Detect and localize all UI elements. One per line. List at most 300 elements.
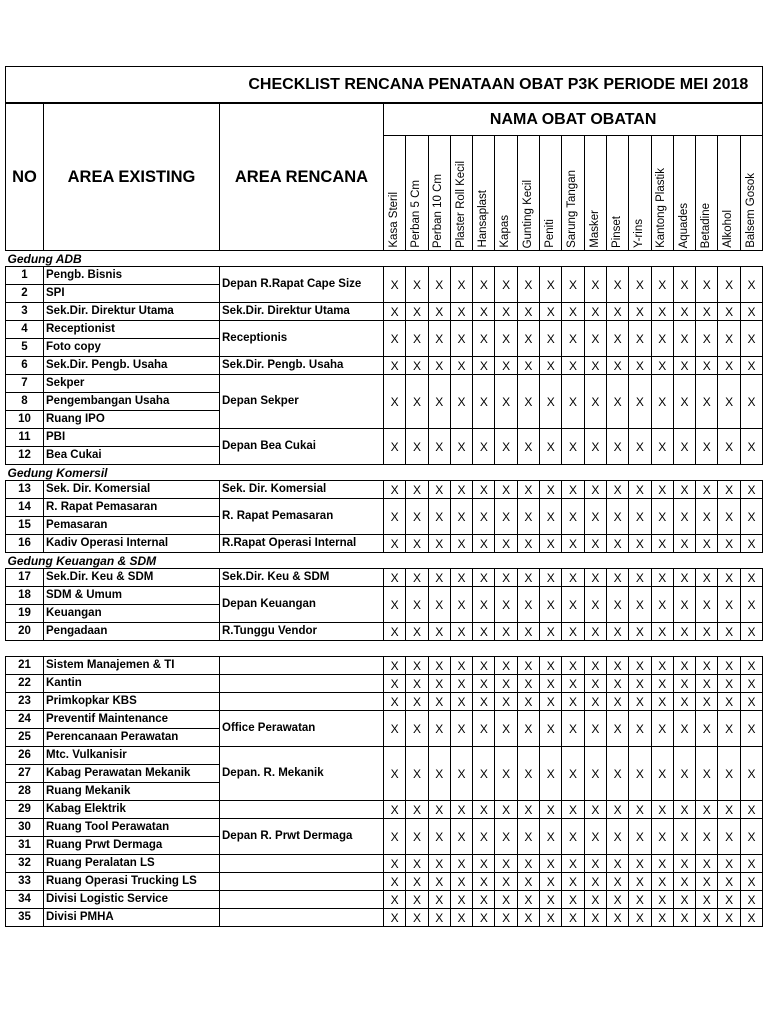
check-mark-cell: X [651, 657, 673, 675]
check-mark-cell: X [495, 535, 517, 553]
check-mark-cell: X [384, 747, 406, 801]
medicine-header [473, 136, 495, 251]
row-number: 22 [6, 675, 44, 693]
check-mark-cell: X [696, 675, 718, 693]
area-rencana-cell: Depan R.Rapat Cape Size [220, 267, 384, 303]
check-mark-cell: X [384, 909, 406, 927]
check-mark-cell: X [718, 657, 740, 675]
check-mark-cell: X [696, 569, 718, 587]
check-mark-cell: X [562, 321, 584, 357]
row-number: 2 [6, 285, 44, 303]
check-mark-cell: X [540, 623, 562, 641]
check-mark-cell: X [428, 801, 450, 819]
check-mark-cell: X [673, 535, 695, 553]
check-mark-cell: X [517, 321, 539, 357]
row-number: 7 [6, 375, 44, 393]
check-mark-cell: X [629, 909, 651, 927]
area-existing-cell: Pemasaran [44, 517, 220, 535]
area-existing-cell: Divisi PMHA [44, 909, 220, 927]
section-row [6, 251, 763, 267]
check-mark-cell: X [384, 569, 406, 587]
check-mark-cell: X [473, 747, 495, 801]
check-mark-cell: X [651, 747, 673, 801]
check-mark-cell: X [473, 303, 495, 321]
check-mark-cell: X [384, 855, 406, 873]
check-mark-cell: X [450, 747, 472, 801]
check-mark-cell: X [673, 855, 695, 873]
check-mark-cell: X [540, 711, 562, 747]
check-mark-cell: X [406, 623, 428, 641]
check-mark-cell: X [450, 623, 472, 641]
check-mark-cell: X [473, 819, 495, 855]
medicine-header [606, 136, 628, 251]
area-existing-cell: Receptionist [44, 321, 220, 339]
check-mark-cell: X [740, 623, 763, 641]
check-mark-cell: X [673, 429, 695, 465]
check-mark-cell: X [740, 819, 763, 855]
check-mark-cell: X [562, 535, 584, 553]
check-mark-cell: X [428, 711, 450, 747]
check-mark-cell: X [673, 321, 695, 357]
medicine-label: Kasa Steril [387, 192, 400, 248]
check-mark-cell: X [718, 675, 740, 693]
row-number: 29 [6, 801, 44, 819]
check-mark-cell: X [651, 481, 673, 499]
table-row [6, 873, 763, 891]
check-mark-cell: X [584, 303, 606, 321]
check-mark-cell: X [428, 587, 450, 623]
check-mark-cell: X [606, 569, 628, 587]
medicine-label: Pinset [610, 216, 623, 248]
table-row [6, 357, 763, 375]
header-area-existing: AREA EXISTING [44, 103, 220, 251]
area-existing-cell: Ruang Tool Perawatan [44, 819, 220, 837]
check-mark-cell: X [473, 587, 495, 623]
area-existing-cell: Ruang Prwt Dermaga [44, 837, 220, 855]
check-mark-cell: X [696, 375, 718, 429]
check-mark-cell: X [651, 357, 673, 375]
check-mark-cell: X [606, 693, 628, 711]
check-mark-cell: X [696, 711, 718, 747]
check-mark-cell: X [718, 499, 740, 535]
area-existing-cell: Sekper [44, 375, 220, 393]
check-mark-cell: X [540, 481, 562, 499]
check-mark-cell: X [673, 909, 695, 927]
area-existing-cell: SDM & Umum [44, 587, 220, 605]
section-row [6, 641, 763, 657]
check-mark-cell: X [406, 429, 428, 465]
table-row [6, 303, 763, 321]
check-mark-cell: X [428, 819, 450, 855]
section-row [6, 465, 763, 481]
check-mark-cell: X [517, 535, 539, 553]
area-rencana-cell: Depan Sekper [220, 375, 384, 429]
check-mark-cell: X [696, 657, 718, 675]
check-mark-cell: X [384, 891, 406, 909]
medicine-header [584, 136, 606, 251]
check-mark-cell: X [629, 267, 651, 303]
table-row [6, 693, 763, 711]
check-mark-cell: X [406, 891, 428, 909]
check-mark-cell: X [696, 499, 718, 535]
section-title [6, 641, 763, 657]
check-mark-cell: X [740, 357, 763, 375]
check-mark-cell: X [562, 675, 584, 693]
check-mark-cell: X [495, 623, 517, 641]
check-mark-cell: X [629, 873, 651, 891]
check-mark-cell: X [651, 801, 673, 819]
check-mark-cell: X [562, 873, 584, 891]
check-mark-cell: X [651, 267, 673, 303]
check-mark-cell: X [606, 675, 628, 693]
check-mark-cell: X [495, 675, 517, 693]
check-mark-cell: X [495, 855, 517, 873]
check-mark-cell: X [718, 747, 740, 801]
medicine-label: Y-rins [633, 219, 646, 248]
check-mark-cell: X [629, 375, 651, 429]
check-mark-cell: X [696, 747, 718, 801]
check-mark-cell: X [428, 891, 450, 909]
check-mark-cell: X [696, 587, 718, 623]
check-mark-cell: X [517, 481, 539, 499]
check-mark-cell: X [562, 587, 584, 623]
check-mark-cell: X [540, 535, 562, 553]
row-number: 28 [6, 783, 44, 801]
check-mark-cell: X [540, 321, 562, 357]
area-existing-cell: Ruang IPO [44, 411, 220, 429]
check-mark-cell: X [540, 587, 562, 623]
check-mark-cell: X [384, 429, 406, 465]
check-mark-cell: X [406, 801, 428, 819]
check-mark-cell: X [696, 801, 718, 819]
row-number: 11 [6, 429, 44, 447]
check-mark-cell: X [718, 909, 740, 927]
table-row [6, 429, 763, 447]
check-mark-cell: X [673, 357, 695, 375]
check-mark-cell: X [495, 693, 517, 711]
check-mark-cell: X [428, 303, 450, 321]
check-mark-cell: X [473, 711, 495, 747]
check-mark-cell: X [450, 357, 472, 375]
check-mark-cell: X [696, 855, 718, 873]
area-existing-cell: Sek.Dir. Pengb. Usaha [44, 357, 220, 375]
check-mark-cell: X [606, 357, 628, 375]
table-row [6, 569, 763, 587]
check-mark-cell: X [629, 569, 651, 587]
check-mark-cell: X [740, 267, 763, 303]
check-mark-cell: X [718, 693, 740, 711]
table-row [6, 623, 763, 641]
check-mark-cell: X [406, 747, 428, 801]
check-mark-cell: X [540, 855, 562, 873]
medicine-label: Gunting Kecil [521, 179, 534, 248]
row-number: 31 [6, 837, 44, 855]
medicine-label: Masker [588, 210, 601, 248]
check-mark-cell: X [562, 693, 584, 711]
check-mark-cell: X [450, 375, 472, 429]
area-existing-cell: Sistem Manajemen & TI [44, 657, 220, 675]
check-mark-cell: X [562, 855, 584, 873]
check-mark-cell: X [673, 375, 695, 429]
row-number: 25 [6, 729, 44, 747]
check-mark-cell: X [651, 675, 673, 693]
checklist-table [5, 66, 763, 927]
check-mark-cell: X [384, 481, 406, 499]
check-mark-cell: X [562, 909, 584, 927]
check-mark-cell: X [406, 675, 428, 693]
check-mark-cell: X [540, 569, 562, 587]
check-mark-cell: X [384, 693, 406, 711]
check-mark-cell: X [740, 675, 763, 693]
check-mark-cell: X [406, 499, 428, 535]
check-mark-cell: X [584, 873, 606, 891]
check-mark-cell: X [696, 321, 718, 357]
check-mark-cell: X [629, 303, 651, 321]
table-row [6, 587, 763, 605]
check-mark-cell: X [562, 623, 584, 641]
check-mark-cell: X [673, 569, 695, 587]
check-mark-cell: X [584, 569, 606, 587]
check-mark-cell: X [696, 535, 718, 553]
check-mark-cell: X [495, 569, 517, 587]
area-existing-cell: Bea Cukai [44, 447, 220, 465]
checklist-body [6, 251, 763, 927]
check-mark-cell: X [696, 819, 718, 855]
area-existing-cell: Primkopkar KBS [44, 693, 220, 711]
check-mark-cell: X [629, 801, 651, 819]
check-mark-cell: X [495, 891, 517, 909]
area-existing-cell: Pengb. Bisnis [44, 267, 220, 285]
check-mark-cell: X [606, 535, 628, 553]
medicine-header [740, 136, 763, 251]
check-mark-cell: X [384, 819, 406, 855]
check-mark-cell: X [384, 801, 406, 819]
check-mark-cell: X [428, 481, 450, 499]
check-mark-cell: X [562, 891, 584, 909]
check-mark-cell: X [651, 587, 673, 623]
check-mark-cell: X [606, 819, 628, 855]
row-number: 14 [6, 499, 44, 517]
check-mark-cell: X [651, 693, 673, 711]
area-existing-cell: Keuangan [44, 605, 220, 623]
check-mark-cell: X [584, 587, 606, 623]
check-mark-cell: X [428, 747, 450, 801]
check-mark-cell: X [651, 909, 673, 927]
section-title: Gedung ADB [6, 251, 763, 267]
check-mark-cell: X [740, 303, 763, 321]
check-mark-cell: X [651, 429, 673, 465]
check-mark-cell: X [406, 873, 428, 891]
check-mark-cell: X [428, 855, 450, 873]
check-mark-cell: X [606, 303, 628, 321]
check-mark-cell: X [584, 535, 606, 553]
check-mark-cell: X [718, 569, 740, 587]
check-mark-cell: X [406, 711, 428, 747]
check-mark-cell: X [473, 267, 495, 303]
check-mark-cell: X [673, 819, 695, 855]
check-mark-cell: X [495, 819, 517, 855]
medicine-header [540, 136, 562, 251]
check-mark-cell: X [428, 873, 450, 891]
check-mark-cell: X [740, 801, 763, 819]
area-rencana-cell: Depan Bea Cukai [220, 429, 384, 465]
area-rencana-cell [220, 855, 384, 873]
check-mark-cell: X [428, 693, 450, 711]
row-number: 3 [6, 303, 44, 321]
check-mark-cell: X [673, 891, 695, 909]
check-mark-cell: X [584, 375, 606, 429]
check-mark-cell: X [562, 357, 584, 375]
check-mark-cell: X [495, 357, 517, 375]
medicine-header [384, 136, 406, 251]
section-row [6, 553, 763, 569]
medicine-label: Sarung Tangan [566, 170, 579, 248]
check-mark-cell: X [740, 535, 763, 553]
check-mark-cell: X [606, 909, 628, 927]
check-mark-cell: X [406, 855, 428, 873]
medicine-label: Kantong Plastik [655, 168, 668, 248]
check-mark-cell: X [428, 429, 450, 465]
check-mark-cell: X [540, 873, 562, 891]
row-number: 24 [6, 711, 44, 729]
check-mark-cell: X [540, 819, 562, 855]
check-mark-cell: X [629, 357, 651, 375]
check-mark-cell: X [495, 429, 517, 465]
page-title: CHECKLIST RENCANA PENATAAN OBAT P3K PERIODE MEI 2018 [6, 67, 763, 104]
row-number: 23 [6, 693, 44, 711]
check-mark-cell: X [384, 535, 406, 553]
check-mark-cell: X [406, 657, 428, 675]
check-mark-cell: X [718, 375, 740, 429]
check-mark-cell: X [629, 321, 651, 357]
check-mark-cell: X [473, 623, 495, 641]
medicine-header [673, 136, 695, 251]
check-mark-cell: X [450, 429, 472, 465]
check-mark-cell: X [718, 321, 740, 357]
check-mark-cell: X [540, 267, 562, 303]
check-mark-cell: X [606, 267, 628, 303]
medicine-header [495, 136, 517, 251]
check-mark-cell: X [718, 801, 740, 819]
check-mark-cell: X [450, 675, 472, 693]
check-mark-cell: X [584, 819, 606, 855]
check-mark-cell: X [495, 747, 517, 801]
area-existing-cell: Kabag Perawatan Mekanik [44, 765, 220, 783]
check-mark-cell: X [562, 801, 584, 819]
check-mark-cell: X [584, 481, 606, 499]
area-rencana-cell: R.Rapat Operasi Internal [220, 535, 384, 553]
area-existing-cell: Sek.Dir. Direktur Utama [44, 303, 220, 321]
check-mark-cell: X [740, 711, 763, 747]
area-rencana-cell: Sek.Dir. Pengb. Usaha [220, 357, 384, 375]
area-existing-cell: Perencanaan Perawatan [44, 729, 220, 747]
check-mark-cell: X [673, 587, 695, 623]
check-mark-cell: X [562, 499, 584, 535]
check-mark-cell: X [517, 587, 539, 623]
row-number: 32 [6, 855, 44, 873]
check-mark-cell: X [740, 909, 763, 927]
table-row [6, 855, 763, 873]
table-row [6, 801, 763, 819]
section-title: Gedung Komersil [6, 465, 763, 481]
medicine-label: Balsem Gosok [744, 173, 757, 248]
table-row [6, 321, 763, 339]
check-mark-cell: X [562, 569, 584, 587]
check-mark-cell: X [673, 657, 695, 675]
check-mark-cell: X [406, 587, 428, 623]
table-row [6, 711, 763, 729]
medicine-header [450, 136, 472, 251]
check-mark-cell: X [629, 657, 651, 675]
check-mark-cell: X [696, 267, 718, 303]
area-rencana-cell: Office Perawatan [220, 711, 384, 747]
medicine-header [517, 136, 539, 251]
check-mark-cell: X [629, 693, 651, 711]
area-existing-cell: Kadiv Operasi Internal [44, 535, 220, 553]
table-row [6, 747, 763, 765]
check-mark-cell: X [428, 657, 450, 675]
area-rencana-cell: Receptionis [220, 321, 384, 357]
check-mark-cell: X [718, 873, 740, 891]
check-mark-cell: X [517, 819, 539, 855]
check-mark-cell: X [473, 535, 495, 553]
check-mark-cell: X [584, 357, 606, 375]
check-mark-cell: X [517, 909, 539, 927]
check-mark-cell: X [540, 429, 562, 465]
check-mark-cell: X [673, 481, 695, 499]
area-rencana-cell: Depan R. Prwt Dermaga [220, 819, 384, 855]
check-mark-cell: X [740, 375, 763, 429]
check-mark-cell: X [384, 587, 406, 623]
check-mark-cell: X [740, 587, 763, 623]
row-number: 8 [6, 393, 44, 411]
medicine-label: Perban 10 Cm [432, 173, 445, 248]
check-mark-cell: X [406, 303, 428, 321]
check-mark-cell: X [584, 429, 606, 465]
check-mark-cell: X [584, 675, 606, 693]
check-mark-cell: X [540, 801, 562, 819]
check-mark-cell: X [606, 623, 628, 641]
check-mark-cell: X [562, 657, 584, 675]
check-mark-cell: X [696, 891, 718, 909]
check-mark-cell: X [450, 535, 472, 553]
check-mark-cell: X [584, 855, 606, 873]
check-mark-cell: X [495, 587, 517, 623]
medicine-label: Kapas [499, 215, 512, 248]
check-mark-cell: X [718, 587, 740, 623]
area-existing-cell: Foto copy [44, 339, 220, 357]
area-rencana-cell: Sek. Dir. Komersial [220, 481, 384, 499]
check-mark-cell: X [629, 855, 651, 873]
check-mark-cell: X [606, 891, 628, 909]
check-mark-cell: X [540, 499, 562, 535]
check-mark-cell: X [740, 693, 763, 711]
check-mark-cell: X [450, 891, 472, 909]
check-mark-cell: X [584, 747, 606, 801]
check-mark-cell: X [473, 321, 495, 357]
check-mark-cell: X [450, 873, 472, 891]
check-mark-cell: X [473, 657, 495, 675]
check-mark-cell: X [450, 587, 472, 623]
check-mark-cell: X [473, 357, 495, 375]
check-mark-cell: X [517, 499, 539, 535]
check-mark-cell: X [384, 873, 406, 891]
check-mark-cell: X [406, 267, 428, 303]
check-mark-cell: X [540, 303, 562, 321]
check-mark-cell: X [629, 675, 651, 693]
check-mark-cell: X [718, 357, 740, 375]
row-number: 17 [6, 569, 44, 587]
